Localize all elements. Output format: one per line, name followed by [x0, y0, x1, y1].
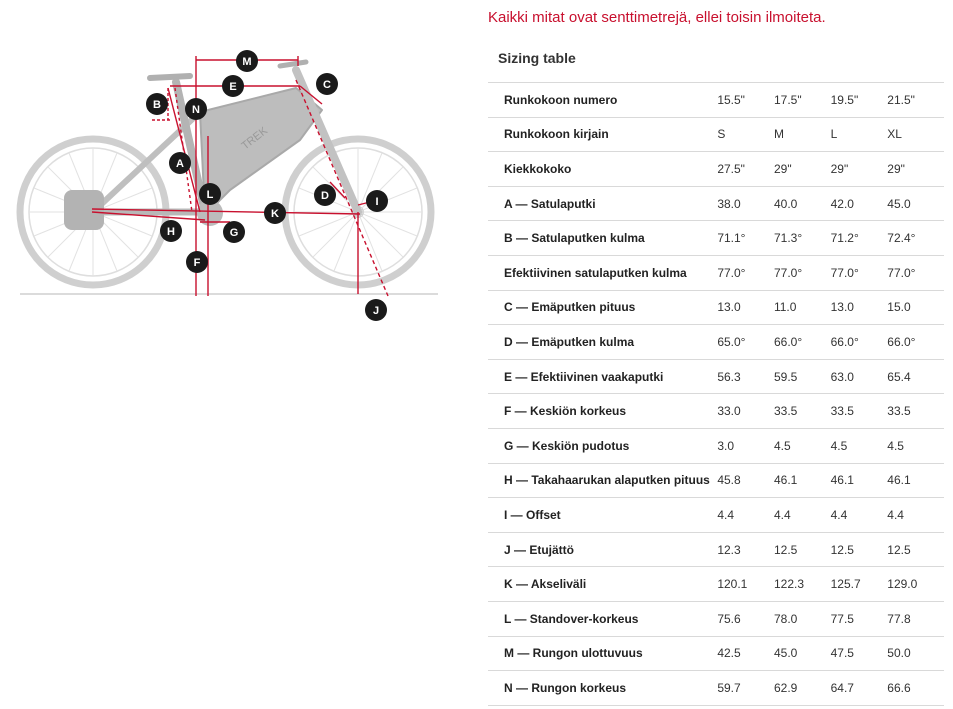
svg-text:N: N — [192, 104, 200, 116]
marker-b — [146, 93, 168, 115]
cell-value: 19.5" — [830, 92, 859, 107]
marker-d — [314, 184, 336, 206]
table-row — [488, 567, 944, 602]
units-notice: Kaikki mitat ovat senttimetrejä, ellei toisin ilmoiteta. — [488, 9, 826, 26]
marker-h — [160, 220, 182, 242]
marker-e — [222, 75, 244, 97]
svg-text:A: A — [176, 158, 184, 170]
cell-value: 12.3 — [717, 542, 741, 557]
cell-value: 77.0° — [830, 265, 859, 280]
table-row — [488, 428, 944, 463]
svg-text:L: L — [206, 189, 214, 201]
table-row — [488, 359, 944, 394]
cell-value: 4.4 — [830, 507, 848, 522]
marker-k — [264, 202, 286, 224]
cell-value: 27.5" — [717, 161, 745, 176]
cell-value: 4.4 — [887, 507, 904, 522]
cell-value: 33.0 — [717, 404, 741, 419]
table-row — [488, 186, 944, 221]
table-row — [488, 532, 944, 567]
cell-value: 12.5 — [773, 542, 798, 557]
cell-value: 29" — [887, 161, 905, 176]
cell-value: 120.1 — [717, 577, 748, 592]
marker-m — [236, 50, 258, 72]
row-label: H — Takahaarukan alaputken pituus — [504, 473, 710, 488]
cell-value: 45.8 — [717, 473, 741, 488]
measurement-markers — [146, 50, 388, 321]
cell-value: L — [830, 127, 838, 142]
cell-value: 50.0 — [887, 646, 911, 661]
cell-value: 45.0 — [773, 646, 798, 661]
cell-value: 13.0 — [717, 300, 741, 315]
cell-value: 66.0° — [887, 334, 916, 349]
marker-c — [316, 73, 338, 95]
cell-value: 47.5 — [830, 646, 854, 661]
svg-text:M: M — [242, 56, 252, 68]
cell-value: 38.0 — [717, 196, 741, 211]
cell-value: 40.0 — [773, 196, 798, 211]
table-row — [488, 117, 944, 152]
marker-g — [223, 221, 245, 243]
table-row — [488, 671, 944, 706]
svg-text:H: H — [167, 226, 175, 238]
cell-value: 11.0 — [773, 300, 797, 315]
cell-value: 3.0 — [717, 438, 734, 453]
cell-value: 29" — [830, 161, 849, 176]
cell-value: 64.7 — [830, 680, 854, 695]
cell-value: 77.8 — [887, 611, 911, 626]
table-row — [488, 498, 944, 533]
table-row — [488, 152, 944, 187]
table-row — [488, 83, 944, 118]
cell-value: S — [717, 127, 726, 142]
cell-value: 56.3 — [717, 369, 741, 384]
table-row — [488, 636, 944, 671]
cell-value: 77.0° — [717, 265, 746, 280]
bike-brand-text: TREK — [239, 124, 270, 153]
cell-value: 4.5 — [887, 438, 904, 453]
row-label: E — Efektiivinen vaakaputki — [504, 369, 664, 384]
cell-value: 46.1 — [773, 473, 798, 488]
cell-value: 71.1° — [717, 231, 746, 246]
row-label: M — Rungon ulottuvuus — [504, 646, 643, 661]
table-row — [488, 325, 944, 360]
svg-text:C: C — [323, 79, 331, 91]
row-label: F — Keskiön korkeus — [504, 404, 627, 419]
svg-text:G: G — [229, 227, 239, 239]
cell-value: 17.5" — [773, 92, 802, 107]
table-row — [488, 601, 944, 636]
cell-value: 129.0 — [887, 577, 918, 592]
cell-value: 62.9 — [773, 680, 798, 695]
row-label: I — Offset — [504, 507, 561, 522]
bike-geometry-diagram — [0, 0, 460, 340]
marker-j — [365, 299, 387, 321]
svg-text:J: J — [372, 305, 380, 317]
row-label: B — Satulaputken kulma — [504, 231, 645, 246]
svg-text:D: D — [321, 190, 329, 202]
table-row — [488, 221, 944, 256]
cell-value: 21.5" — [887, 92, 915, 107]
cell-value: 12.5 — [830, 542, 854, 557]
svg-text:I: I — [375, 196, 379, 208]
cell-value: 65.0° — [717, 334, 746, 349]
cell-value: 33.5 — [830, 404, 854, 419]
marker-a — [169, 152, 191, 174]
row-label: J — Etujättö — [504, 542, 575, 557]
cell-value: 4.4 — [773, 507, 791, 522]
svg-text:E: E — [229, 81, 237, 93]
cell-value: 33.5 — [773, 404, 798, 419]
cell-value: 78.0 — [773, 611, 798, 626]
row-label: K — Akseliväli — [504, 577, 587, 592]
cell-value: 13.0 — [830, 300, 854, 315]
marker-l — [199, 183, 221, 205]
cell-value: 59.7 — [717, 680, 741, 695]
cell-value: 33.5 — [887, 404, 911, 419]
cell-value: 4.5 — [830, 438, 848, 453]
cell-value: 42.5 — [717, 646, 741, 661]
cell-value: 66.6 — [887, 680, 911, 695]
cell-value: 4.5 — [773, 438, 791, 453]
cell-value: 15.5" — [717, 92, 745, 107]
cell-value: 71.3° — [773, 231, 803, 246]
cell-value: 42.0 — [830, 196, 854, 211]
cell-value: 15.0 — [887, 300, 911, 315]
cell-value: 29" — [773, 161, 792, 176]
cell-value: M — [773, 127, 784, 142]
cell-value: 46.1 — [887, 473, 911, 488]
sizing-table-title: Sizing table — [498, 50, 576, 66]
cell-value: 72.4° — [887, 231, 916, 246]
cell-value: 4.4 — [717, 507, 734, 522]
row-label: D — Emäputken kulma — [504, 334, 635, 349]
table-row — [488, 255, 944, 290]
cell-value: 45.0 — [887, 196, 911, 211]
marker-n — [185, 98, 207, 120]
table-row — [488, 394, 944, 429]
cell-value: 71.2° — [830, 231, 859, 246]
marker-f — [186, 251, 208, 273]
cell-value: 75.6 — [717, 611, 741, 626]
cell-value: 66.0° — [830, 334, 859, 349]
row-label: A — Satulaputki — [504, 196, 596, 211]
svg-text:K: K — [271, 208, 279, 220]
table-row — [488, 463, 944, 498]
row-label: G — Keskiön pudotus — [504, 438, 630, 453]
cell-value: 63.0 — [830, 369, 854, 384]
cell-value: XL — [887, 127, 902, 142]
marker-i — [366, 190, 388, 212]
row-label: Runkokoon kirjain — [504, 127, 609, 142]
row-label: Efektiivinen satulaputken kulma — [504, 265, 687, 280]
row-label: N — Rungon korkeus — [504, 680, 627, 695]
cell-value: 77.5 — [830, 611, 854, 626]
svg-text:B: B — [153, 99, 161, 111]
row-label: Runkokoon numero — [504, 92, 618, 107]
cell-value: 46.1 — [830, 473, 854, 488]
cell-value: 59.5 — [773, 369, 798, 384]
cell-value: 77.0° — [887, 265, 916, 280]
row-label: C — Emäputken pituus — [504, 300, 636, 315]
row-label: Kiekkokoko — [504, 161, 572, 176]
table-row — [488, 290, 944, 325]
cell-value: 65.4 — [887, 369, 911, 384]
cell-value: 125.7 — [830, 577, 861, 592]
cell-value: 66.0° — [773, 334, 803, 349]
sizing-table — [488, 82, 944, 706]
cell-value: 77.0° — [773, 265, 803, 280]
svg-text:F: F — [193, 257, 201, 269]
cell-value: 122.3 — [773, 577, 804, 592]
cell-value: 12.5 — [887, 542, 911, 557]
row-label: L — Standover-korkeus — [504, 611, 639, 626]
